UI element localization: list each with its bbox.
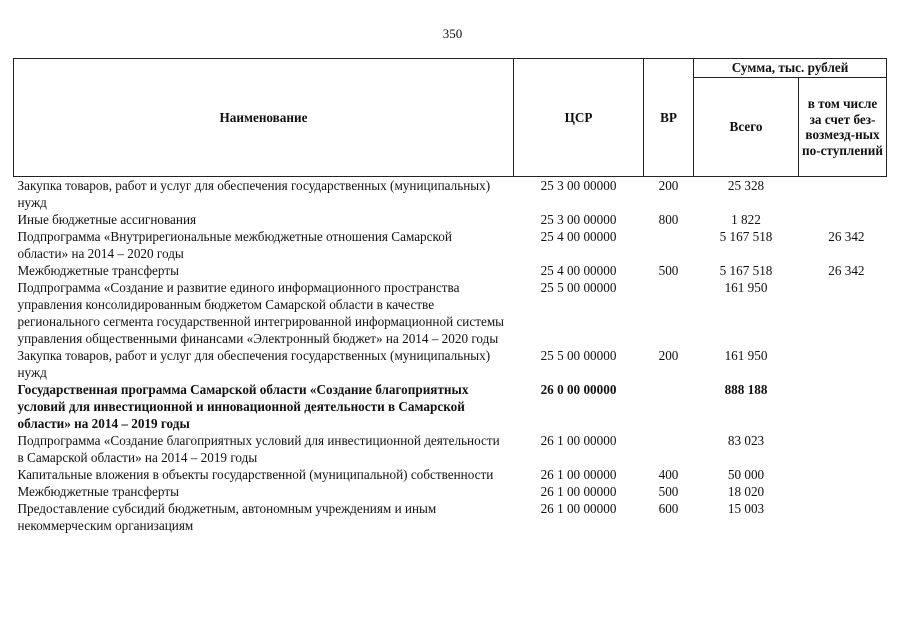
row-name: Подпрограмма «Внутрирегиональные межбюджетные отношения Самарской области» на 2014 – 2020 годы <box>17 229 452 261</box>
row-including <box>799 466 887 483</box>
row-name: Межбюджетные трансферты <box>17 484 179 499</box>
row-csr: 26 1 00 00000 <box>540 467 617 482</box>
row-csr: 26 1 00 00000 <box>540 484 617 499</box>
row-including <box>799 432 887 466</box>
row-including: 26 342 <box>828 229 865 244</box>
row-total: 888 188 <box>724 382 768 397</box>
table-row <box>14 262 887 279</box>
row-vr <box>644 432 694 466</box>
header-including: в том числе за счет без-возмезд-ных по-ступлений <box>799 78 887 177</box>
row-csr: 25 3 00 00000 <box>540 212 617 227</box>
table-row <box>14 466 887 483</box>
row-name: Подпрограмма «Создание и развитие единого информационного пространства управления консолидированным бюджетом Самарской области в качестве регионального сегмента государственной интегрированной информационной системы управления общественными финансами «Электронный бюджет» на 2014 – 2020 годы <box>17 280 505 346</box>
table-body <box>14 177 887 535</box>
row-vr <box>644 228 694 262</box>
row-csr: 26 0 00 00000 <box>540 382 617 397</box>
page-number: 350 <box>442 26 463 41</box>
row-including <box>799 483 887 500</box>
row-name: Государственная программа Самарской области «Создание благоприятных условий для инвестиционной и инновационной деятельности в Самарской области» на 2014 – 2019 годы <box>17 382 469 431</box>
table-row <box>14 381 887 432</box>
table-header <box>14 59 887 177</box>
row-vr: 200 <box>658 348 679 363</box>
row-name: Межбюджетные трансферты <box>17 263 179 278</box>
row-vr: 400 <box>658 467 679 482</box>
row-including <box>799 211 887 228</box>
row-csr: 26 1 00 00000 <box>540 501 617 516</box>
table-row <box>14 432 887 466</box>
row-vr <box>644 381 694 432</box>
row-total: 25 328 <box>727 178 765 193</box>
table-row <box>14 177 887 212</box>
header-vr: ВР <box>644 59 694 177</box>
header-csr: ЦСР <box>514 59 644 177</box>
row-total: 5 167 518 <box>719 263 773 278</box>
row-total: 161 950 <box>724 348 768 363</box>
row-name: Закупка товаров, работ и услуг для обеспечения государственных (муниципальных) нужд <box>17 348 491 380</box>
row-vr: 800 <box>658 212 679 227</box>
row-name: Иные бюджетные ассигнования <box>17 212 197 227</box>
budget-table <box>13 58 887 534</box>
row-total: 161 950 <box>724 280 768 295</box>
header-name: Наименование <box>14 59 514 177</box>
row-csr: 25 3 00 00000 <box>540 178 617 193</box>
row-total: 5 167 518 <box>719 229 773 244</box>
row-including <box>799 347 887 381</box>
row-including <box>799 177 887 212</box>
row-csr: 25 5 00 00000 <box>540 348 617 363</box>
table-row <box>14 483 887 500</box>
table-row <box>14 228 887 262</box>
header-sum-group: Сумма, тыс. рублей <box>694 59 887 78</box>
row-including <box>799 500 887 534</box>
row-including <box>799 279 887 347</box>
row-name: Предоставление субсидий бюджетным, автономным учреждениям и иным некоммерческим организациям <box>17 501 437 533</box>
row-csr: 26 1 00 00000 <box>540 433 617 448</box>
table-row <box>14 347 887 381</box>
row-vr: 600 <box>658 501 679 516</box>
row-including: 26 342 <box>828 263 865 278</box>
row-total: 50 000 <box>727 467 765 482</box>
row-name: Подпрограмма «Создание благоприятных условий для инвестиционной деятельности в Самарской области» на 2014 – 2019 годы <box>17 433 500 465</box>
row-csr: 25 4 00 00000 <box>540 229 617 244</box>
row-vr: 200 <box>658 178 679 193</box>
table-row <box>14 279 887 347</box>
row-vr: 500 <box>658 484 679 499</box>
table-row <box>14 211 887 228</box>
header-total: Всего <box>694 78 799 177</box>
row-csr: 25 4 00 00000 <box>540 263 617 278</box>
row-name: Закупка товаров, работ и услуг для обеспечения государственных (муниципальных) нужд <box>17 178 491 210</box>
row-total: 18 020 <box>727 484 765 499</box>
row-total: 1 822 <box>731 212 761 227</box>
row-total: 83 023 <box>727 433 765 448</box>
row-vr <box>644 279 694 347</box>
row-including <box>799 381 887 432</box>
row-name: Капитальные вложения в объекты государственной (муниципальной) собственности <box>17 467 494 482</box>
row-csr: 25 5 00 00000 <box>540 280 617 295</box>
row-vr: 500 <box>658 263 679 278</box>
table-row <box>14 500 887 534</box>
row-total: 15 003 <box>727 501 765 516</box>
